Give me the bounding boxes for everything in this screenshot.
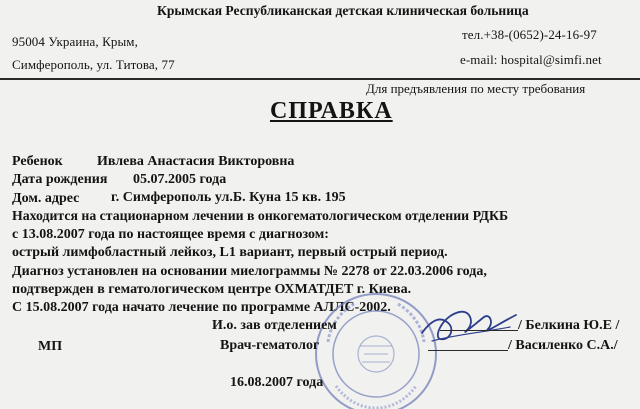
issue-date: 16.08.2007 года [230,375,324,390]
treatment-line: Находится на стационарном лечении в онкогематологическом отделении РДКБ [12,209,509,224]
doctor-signature-line [428,350,508,351]
child-name: Ивлева Анастасия Викторовна [97,154,295,169]
doctor-signature-name: / Василенко С.А./ [508,338,618,353]
hospital-name: Крымская Республиканская детская клиническая больница [157,4,529,19]
diagnosis-basis-line: Диагноз установлен на основании миелограммы № 2278 от 22.03.2006 года, [12,264,487,279]
address-line-2: Симферополь, ул. Титова, 77 [12,57,175,72]
diagnosis-line: острый лимфобластный лейкоз, L1 вариант, первый острый период. [12,245,448,260]
confirmation-line: подтвержден в гематологическом центре ОХМАТДЕТ г. Киева. [12,282,412,297]
child-label: Ребенок [12,154,63,169]
presentation-note: Для предъявления по месту требования [366,81,586,96]
acting-head-signature-name: / Белкина Ю.Е / [518,318,620,333]
address-line-1: 95004 Украина, Крым, [12,34,138,49]
doctor-title: Врач-гематолог [220,338,320,353]
treatment-start-line: с 13.08.2007 года по настоящее время с диагнозом: [12,227,329,242]
seal-place-label: МП [38,339,63,354]
acting-head-signature-line [440,330,518,331]
home-address-value: г. Симферополь ул.Б. Куна 15 кв. 195 [111,190,346,205]
email-address: e-mail: hospital@simfi.net [460,52,602,67]
acting-head-title: И.о. зав отделением [212,318,337,333]
header-divider [0,78,640,80]
document-title: СПРАВКА [270,98,393,124]
protocol-line: С 15.08.2007 года начато лечение по программе АЛЛС-2002. [12,300,391,315]
birth-date-label: Дата рождения [12,172,108,187]
birth-date-value: 05.07.2005 года [133,172,227,187]
phone-number: тел.+38-(0652)-24-16-97 [462,27,597,42]
home-address-label: Дом. адрес [12,191,80,206]
